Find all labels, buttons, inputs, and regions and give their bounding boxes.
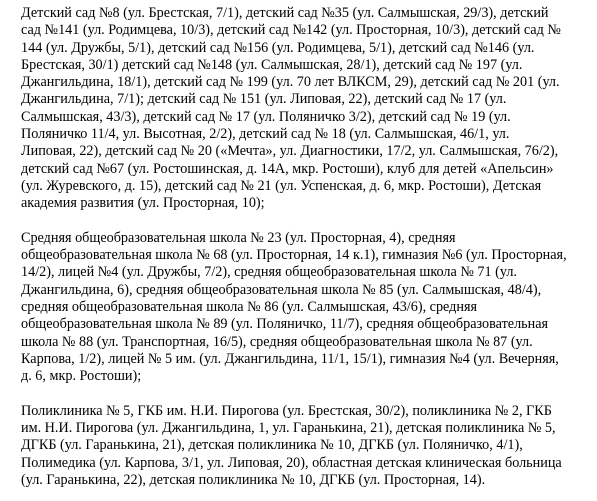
text-line: общеобразовательная школа № 68 (ул. Просторная, 14 к.1), гимназия №6 (ул. Просторная, <box>21 247 567 264</box>
paragraph-clinics <box>21 403 593 489</box>
text-line: ДГКБ (ул. Гаранькина, 21), детская поликлиника № 10, ДГКБ (ул. Поляничко, 4/1), <box>21 437 523 454</box>
text-line: Полимедика (ул. Карпова, 3/1, ул. Липовая, 20), областная детская клиническая больница <box>21 454 562 471</box>
text-line: (ул. Журевского, д. 15), детский сад № 21 (ул. Успенская, д. 6, мкр. Ростоши), Детская <box>21 177 542 194</box>
text-line: им. Н.И. Пирогова (ул. Джангильдина, 1, ул. Гаранькина, 21), детская поликлиника № 5, <box>21 420 556 437</box>
text-line: Салмышская, 43/3), детский сад № 17 (ул. Поляничко 3/2), детский сад № 19 (ул. <box>21 108 511 125</box>
text-line: Детский сад №8 (ул. Брестская, 7/1), детский сад №35 (ул. Салмышская, 29/3), детский <box>21 5 549 21</box>
text-line: школа № 88 (ул. Транспортная, 16/5), средняя общеобразовательная школа № 87 (ул. <box>21 333 533 350</box>
text-line: средняя общеобразовательная школа № 86 (ул. Салмышская, 43/6), средняя <box>21 299 478 316</box>
text-line: 144 (ул. Дружбы, 5/1), детский сад №156 (ул. Родимцева, 5/1), детский сад №146 (ул. <box>21 39 535 56</box>
text-line: Джангильдина, 18/1), детский сад № 199 (ул. 70 лет ВЛКСМ, 29), детский сад № 201 (ул. <box>21 74 560 91</box>
text-line: Поликлиника № 5, ГКБ им. Н.И. Пирогова (ул. Брестская, 30/2), поликлиника № 2, ГКБ <box>21 402 552 419</box>
text-line: сад №141 (ул. Родимцева, 10/3), детский сад №142 (ул. Просторная, 10/3), детский сад № <box>21 22 561 39</box>
text-line: д. 6, мкр. Ростоши); <box>21 368 142 385</box>
text-line: Джангильдина, 7/1); детский сад № 151 (ул. Липовая, 22), детский сад № 17 (ул. <box>21 91 507 108</box>
text-line: 14/2), лицей №4 (ул. Дружбы, 7/2), средняя общеобразовательная школа № 71 (ул. <box>21 264 517 281</box>
paragraph-kindergartens <box>21 5 593 213</box>
paragraph-schools <box>21 230 593 386</box>
text-line: общеобразовательная школа № 89 (ул. Поляничко, 11/7), средняя общеобразовательная <box>21 316 549 333</box>
text-line: Липовая, 22), детский сад № 20 («Мечта», ул. Диагностики, 17/2, ул. Салмышская, 76/2), <box>21 143 559 160</box>
text-line: Джангильдина, 6), средняя общеобразовательная школа № 85 (ул. Салмышская, 48/4), <box>21 281 542 298</box>
text-line: (ул. Гаранькина, 22), детская поликлиника № 10, ДГКБ (ул. Просторная, 14). <box>21 472 486 489</box>
text-line: Брестская, 30/1) детский сад №148 (ул. Салмышская, 28/1), детский сад № 197 (ул. <box>21 56 523 73</box>
text-line: Поляничко 11/4, ул. Высотная, 2/2), детский сад № 18 (ул. Салмышская, 46/1, ул. <box>21 126 510 143</box>
text-line: детский сад №67 (ул. Ростошинская, д. 14А, мкр. Ростоши), клуб для детей «Апельсин» <box>21 160 554 177</box>
text-line: академия развития (ул. Просторная, 10); <box>21 195 265 212</box>
document-body <box>21 5 593 489</box>
text-line: Карпова, 1/2), лицей № 5 им. (ул. Джангильдина, 11/1, 15/1), гимназия №4 (ул. Вечерняя, <box>21 350 559 367</box>
text-line: Средняя общеобразовательная школа № 23 (ул. Просторная, 4), средняя <box>21 229 456 246</box>
